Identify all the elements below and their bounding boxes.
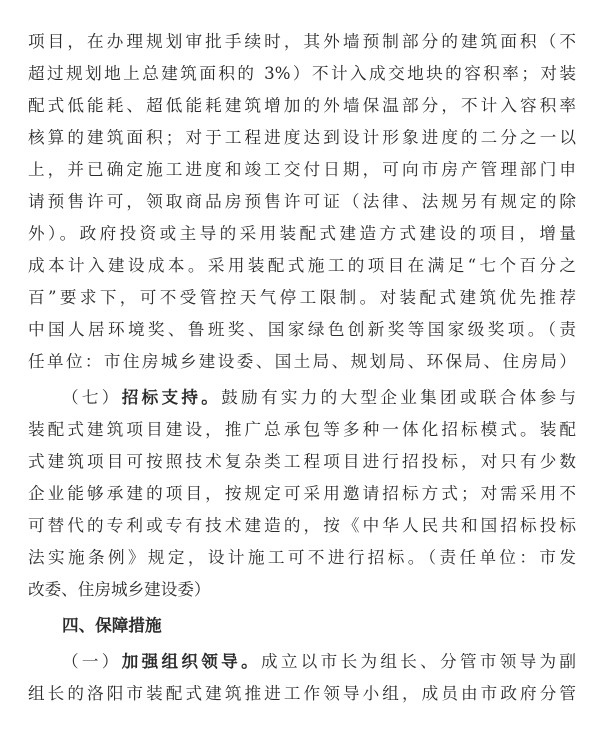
section-7-title: 招标支持。 bbox=[121, 388, 222, 407]
paragraph-line: 装配式建筑项目建设，推广总承包等多种一体化招标模式。装配 bbox=[28, 420, 576, 439]
section-4-1-label: （一） bbox=[62, 652, 122, 671]
paragraph-line: 法实施条例》规定，设计施工可不进行招标。（责任单位：市发 bbox=[28, 548, 576, 567]
paragraph-line: 企业能够承建的项目，按规定可采用邀请招标方式；对需采用不 bbox=[28, 484, 576, 503]
section-4-heading: 四、保障措施 bbox=[62, 616, 162, 635]
section-7-first-line-text: 鼓励有实力的大型企业集团或联合体参与 bbox=[221, 388, 577, 407]
paragraph-line: 式建筑项目可按照技术复杂类工程项目进行招投标，对只有少数 bbox=[28, 452, 576, 471]
paragraph-line: 组长的洛阳市装配式建筑推进工作领导小组，成员由市政府分管 bbox=[28, 684, 576, 703]
paragraph-line: 可替代的专利或专有技术建造的，按《中华人民共和国招标投标 bbox=[28, 516, 576, 535]
paragraph-line: 配式低能耗、超低能耗建筑增加的外墙保温部分，不计入容积率 bbox=[28, 96, 576, 115]
paragraph-line: 项目，在办理规划审批手续时，其外墙预制部分的建筑面积（不 bbox=[28, 32, 576, 51]
paragraph-line: 超过规划地上总建筑面积的 3%）不计入成交地块的容积率；对装 bbox=[28, 64, 576, 83]
paragraph-line: 百”要求下，可不受管控天气停工限制。对装配式建筑优先推荐 bbox=[28, 288, 576, 307]
paragraph-line: 外）。政府投资或主导的采用装配式建造方式建设的项目，增量 bbox=[28, 224, 576, 243]
paragraph-line: 中国人居环境奖、鲁班奖、国家绿色创新奖等国家级奖项。（责 bbox=[28, 320, 576, 339]
paragraph-line: 请预售许可，领取商品房预售许可证（法律、法规另有规定的除 bbox=[28, 192, 576, 211]
paragraph-line: 任单位：市住房城乡建设委、国土局、规划局、环保局、住房局） bbox=[28, 352, 576, 371]
paragraph-line: 改委、住房城乡建设委） bbox=[28, 580, 211, 599]
section-7-label: （七） bbox=[62, 388, 122, 407]
section-4-1-first-line-text: 成立以市长为组长、分管市领导为副 bbox=[260, 652, 577, 671]
section-4-1-first-line bbox=[62, 650, 576, 674]
paragraph-line: 上，并已确定施工进度和竣工交付日期，可向市房产管理部门申 bbox=[28, 160, 576, 179]
section-7-first-line bbox=[62, 386, 576, 410]
paragraph-line: 核算的建筑面积；对于工程进度达到设计形象进度的二分之一以 bbox=[28, 128, 576, 147]
paragraph-line: 成本计入建设成本。采用装配式施工的项目在满足“七个百分之 bbox=[28, 256, 576, 275]
section-4-1-title: 加强组织领导。 bbox=[121, 652, 261, 671]
